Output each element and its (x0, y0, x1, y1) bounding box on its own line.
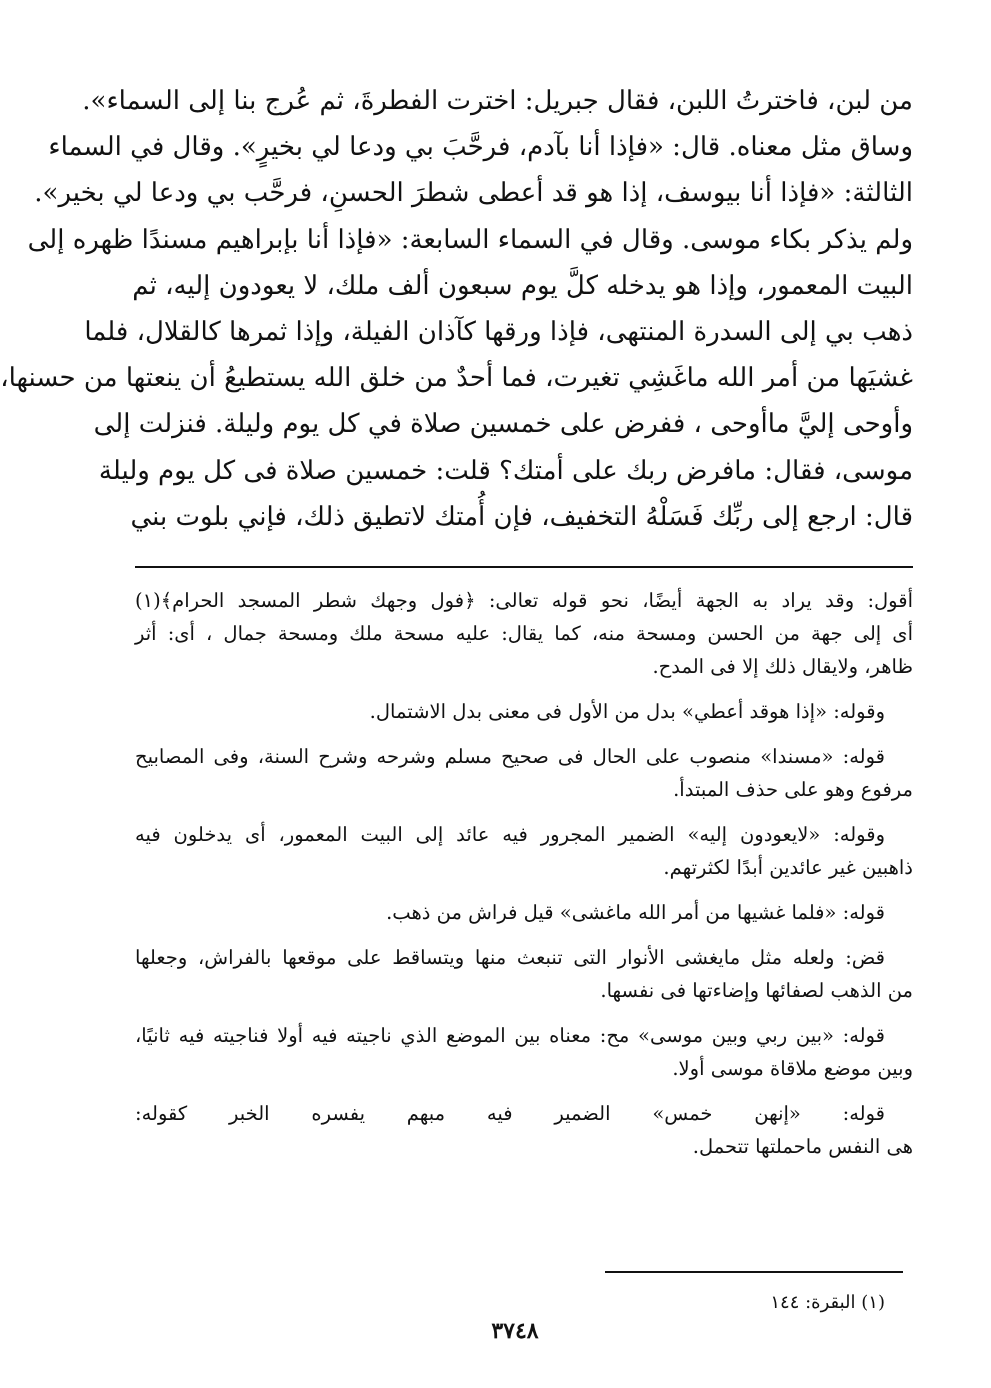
main-text-line: قال: ارجع إلى ربِّك فَسَلْهُ التخفيف، فإن أُمتك لاتطيق ذلك، فإني بلوت بني (130, 501, 913, 532)
footnote: (١) البقرة: ١٤٤ (770, 1292, 885, 1313)
main-text-line: البيت المعمور، وإذا هو يدخله كلَّ يوم سبعون ألف ملك، لا يعودون إليه، ثم (132, 270, 913, 301)
commentary-line: قوله: «مسندا» منصوب على الحال فى صحيح مسلم وشرحه وشرح السنة، وفى المصابيح (135, 745, 885, 768)
main-text-line: وساق مثل معناه. قال: «فإذا أنا بآدم، فرحَّبَ بي ودعا لي بخيرٍ». وقال في السماء (48, 132, 913, 163)
commentary-line: مرفوع وهو على حذف المبتدأ. (673, 778, 913, 801)
footnote-divider (605, 1271, 903, 1273)
commentary-paragraph (135, 1019, 913, 1085)
commentary-line: قوله: «بين ربي وبين موسى» مح: معناه بين الموضع الذي ناجيته فيه أولا فناجيته فيه ثانيًا، (135, 1024, 885, 1047)
commentary-line: قض: ولعله مثل مايغشى الأنوار التى تنبعث منها ويتساقط على موقعها بالفراش، وجعلها (135, 946, 885, 969)
commentary-paragraph (135, 941, 913, 1007)
commentary-paragraph (135, 896, 913, 929)
commentary-paragraph (135, 584, 913, 683)
main-text-line: من لبن، فاخترتُ اللبن، فقال جبريل: اخترت الفطرةَ، ثم عُرج بنا إلى السماء». (82, 86, 913, 116)
commentary (135, 584, 913, 1175)
commentary-line: قوله: «فلما غشيها من أمر الله ماغشى» قيل فراش من ذهب. (386, 901, 885, 924)
main-text-line: وأوحى إليَّ ماأوحى ، ففرض على خمسين صلاة في كل يوم وليلة. فنزلت إلى (93, 409, 913, 440)
commentary-line: ذاهبين غير عائدين أبدًا لكثرتهم. (663, 856, 913, 879)
commentary-line: أقول: وقد يراد به الجهة أيضًا، نحو قوله تعالى: ﴿فول وجهك شطر المسجد الحرام﴾(١) (135, 589, 913, 612)
main-text-line: موسى، فقال: مافرض ربك على أمتك؟ قلت: خمسين صلاة فى كل يوم وليلة (98, 455, 913, 486)
commentary-line: هى النفس ماحملتها تتحمل. (692, 1135, 913, 1158)
commentary-line: وقوله: «لايعودون إليه» الضمير المجرور فيه عائد إلى البيت المعمور، أى يدخلون فيه (135, 823, 885, 846)
commentary-paragraph (135, 740, 913, 806)
main-text (0, 78, 913, 540)
main-text-line: غشيَها من أمر الله ماغَشِي تغيرت، فما أحدٌ من خلق الله يستطيعُ أن ينعتها من حسنها، (0, 363, 913, 394)
commentary-paragraph (135, 1097, 913, 1163)
commentary-line: ظاهر، ولايقال ذلك إلا فى المدح. (652, 655, 913, 678)
main-text-line: الثالثة: «فإذا أنا بيوسف، إذا هو قد أعطى شطرَ الحسنِ، فرحَّب بي ودعا لي بخير». (34, 178, 913, 209)
main-text-line: ولم يذكر بكاء موسى. وقال في السماء السابعة: «فإذا أنا بإبراهيم مسندًا ظهره إلى (27, 224, 913, 255)
commentary-line: وبين موضع ملاقاة موسى أولا. (672, 1057, 913, 1080)
commentary-line: وقوله: «إذا هوقد أعطي» بدل من الأول فى معنى بدل الاشتمال. (369, 700, 885, 723)
commentary-paragraph (135, 818, 913, 884)
main-text-line: ذهب بي إلى السدرة المنتهى، فإذا ورقها كآذان الفيلة، وإذا ثمرها كالقلال، فلما (84, 316, 913, 347)
commentary-line: من الذهب لصفائها وإضاءتها فى نفسها. (600, 979, 913, 1002)
commentary-line: أى إلى جهة من الحسن ومسحة منه، كما يقال: عليه مسحة ملك ومسحة جمال ، أى: أثر (135, 622, 913, 645)
commentary-paragraph (135, 695, 913, 728)
page-number: ٣٧٤٨ (491, 1318, 539, 1344)
main-divider (135, 566, 913, 568)
commentary-line: قوله: «إنهن خمس» الضمير فيه مبهم يفسره الخبر كقوله: (135, 1102, 885, 1125)
